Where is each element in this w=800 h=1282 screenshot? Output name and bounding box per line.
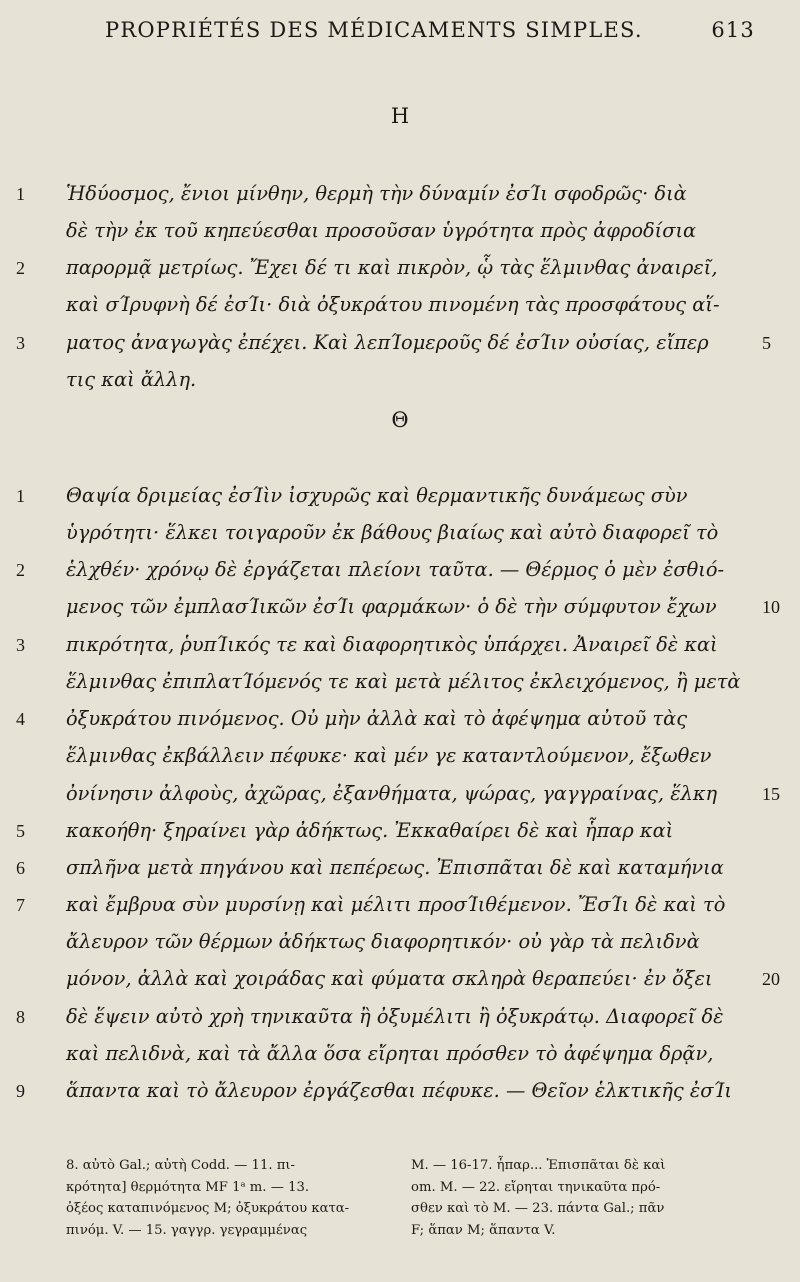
paragraph-number: 3 (16, 635, 25, 655)
page-number: 613 (711, 18, 755, 42)
footnote-line: F; ἅπαν M; ἅπαντα V. (411, 1222, 556, 1238)
text-line: καὶ πελιδνὰ, καὶ τὰ ἄλλα ὅσα εἴρηται πρόσθεν τὸ ἀφέψημα δρᾷν, (66, 1042, 714, 1065)
section-heading: Θ (391, 408, 409, 432)
line-number: 5 (762, 333, 771, 353)
text-line: μόνον, ἀλλὰ καὶ χοιράδας καὶ φύματα σκληρὰ θεραπεύει· ἐν ὄξει (66, 967, 713, 990)
section-heading: Η (390, 104, 410, 128)
paragraph-number: 1 (16, 184, 25, 204)
text-line: ὀνίνησιν ἀλφοὺς, ἀχῶρας, ἐξανθήματα, ψώρας, γαγγραίνας, ἕλκη (66, 782, 718, 805)
paragraph-number: 4 (16, 709, 25, 729)
text-line: ἅπαντα καὶ τὸ ἄλευρον ἐργάζεσθαι πέφυκε. — Θεῖον ἑλκτικῆς ἐσΊι (66, 1079, 732, 1102)
text-line: σπλῆνα μετὰ πηγάνου καὶ πεπέρεως. Ἐπισπᾶται δὲ καὶ καταμήνια (66, 856, 724, 879)
footnote-line: om. M. — 22. εἴρηται τηνικαῦτα πρό- (411, 1179, 661, 1195)
text-line: κακοήθη· ξηραίνει γὰρ ἀδήκτως. Ἐκκαθαίρει δὲ καὶ ἧπαρ καὶ (66, 819, 674, 842)
text-line: καὶ ἔμβρυα σὺν μυρσίνῃ καὶ μέλιτι προσΊιθέμενον. ἜσΊι δὲ καὶ τὸ (66, 893, 726, 916)
paragraph-number: 2 (16, 258, 25, 278)
text-line: πικρότητα, ῥυπΊικός τε καὶ διαφορητικὸς ὑπάρχει. Ἀναιρεῖ δὲ καὶ (66, 633, 718, 656)
footnote-line: ὀξέος καταπινόμενος M; ὀξυκράτου κατα- (66, 1201, 350, 1216)
text-line: ἑλχθέν· χρόνῳ δὲ ἐργάζεται πλείονι ταῦτα. — Θέρμος ὁ μὲν ἐσθιό- (66, 558, 725, 581)
footnotes-left-column (66, 1155, 396, 1241)
text-line: ἄλευρον τῶν θέρμων ἀδήκτως διαφορητικόν· οὐ γὰρ τὰ πελιδνὰ (66, 930, 700, 953)
footnote-line: σθεν καὶ τὸ M. — 23. πάντα Gal.; πᾶν (411, 1201, 665, 1216)
paragraph-number: 8 (16, 1007, 25, 1027)
text-line: ματος ἀναγωγὰς ἐπέχει. Καὶ λεπΊομεροῦς δέ ἐσΊιν οὐσίας, εἴπερ (66, 331, 709, 354)
text-line: Ἡδύοσμος, ἔνιοι μίνθην, θερμὴ τὴν δύναμίν ἐσΊι σφοδρῶς· διὰ (66, 182, 687, 205)
line-number: 20 (762, 969, 780, 989)
text-line: ὑγρότητι· ἕλκει τοιγαροῦν ἐκ βάθους βιαίως καὶ αὐτὸ διαφορεῖ τὸ (66, 521, 719, 544)
paragraph-number: 2 (16, 560, 25, 580)
text-line: ἕλμινθας ἐπιπλατΊόμενός τε καὶ μετὰ μέλιτος ἐκλειχόμενος, ἢ μετὰ (66, 670, 741, 693)
footnote-line: κρότητα] θερμότητα MF 1ᵃ m. — 13. (66, 1179, 310, 1195)
text-line: τις καὶ ἄλλη. (66, 368, 197, 391)
line-number: 15 (762, 784, 780, 804)
text-line: ἕλμινθας ἐκβάλλειν πέφυκε· καὶ μέν γε καταντλούμενον, ἔξωθεν (66, 744, 712, 767)
paragraph-number: 3 (16, 333, 25, 353)
footnotes-right-column (411, 1155, 800, 1241)
text-line: δὲ τὴν ἐκ τοῦ κηπεύεσθαι προσοῦσαν ὑγρότητα πρὸς ἀφροδίσια (66, 219, 697, 242)
paragraph-number: 7 (16, 895, 25, 915)
paragraph-number: 6 (16, 858, 25, 878)
text-line: καὶ σΊρυφνὴ δέ ἐσΊι· διὰ ὀξυκράτου πινομένη τὰς προσφάτους αἵ- (66, 293, 720, 316)
footnote-line: M. — 16-17. ἧπαρ... Ἐπισπᾶται δὲ καὶ (411, 1158, 666, 1173)
line-number: 10 (762, 597, 780, 617)
footnote-line: πινόμ. V. — 15. γαγγρ. γεγραμμένας (66, 1222, 308, 1238)
footnote-line: 8. αὐτὸ Gal.; αὐτὴ Codd. — 11. πι- (66, 1158, 296, 1173)
text-line: Θαψία δριμείας ἐσΊὶν ἰσχυρῶς καὶ θερμαντικῆς δυνάμεως σὺν (66, 484, 688, 507)
paragraph-number: 1 (16, 486, 25, 506)
paragraph-number: 9 (16, 1081, 25, 1101)
paragraph-number: 5 (16, 821, 25, 841)
header-title: PROPRIÉTÉS DES MÉDICAMENTS SIMPLES. (105, 18, 643, 42)
text-line: ὀξυκράτου πινόμενος. Οὐ μὴν ἀλλὰ καὶ τὸ ἀφέψημα αὐτοῦ τὰς (66, 707, 688, 730)
text-line: δὲ ἕψειν αὐτὸ χρὴ τηνικαῦτα ἢ ὀξυμέλιτι ἢ ὀξυκράτῳ. Διαφορεῖ δὲ (66, 1005, 724, 1028)
text-line: παρορμᾷ μετρίως. Ἔχει δέ τι καὶ πικρὸν, ᾧ τὰς ἕλμινθας ἀναιρεῖ, (66, 256, 718, 279)
text-line: μενος τῶν ἐμπλασΊικῶν ἐσΊι φαρμάκων· ὁ δὲ τὴν σύμφυτον ἔχων (66, 595, 717, 618)
